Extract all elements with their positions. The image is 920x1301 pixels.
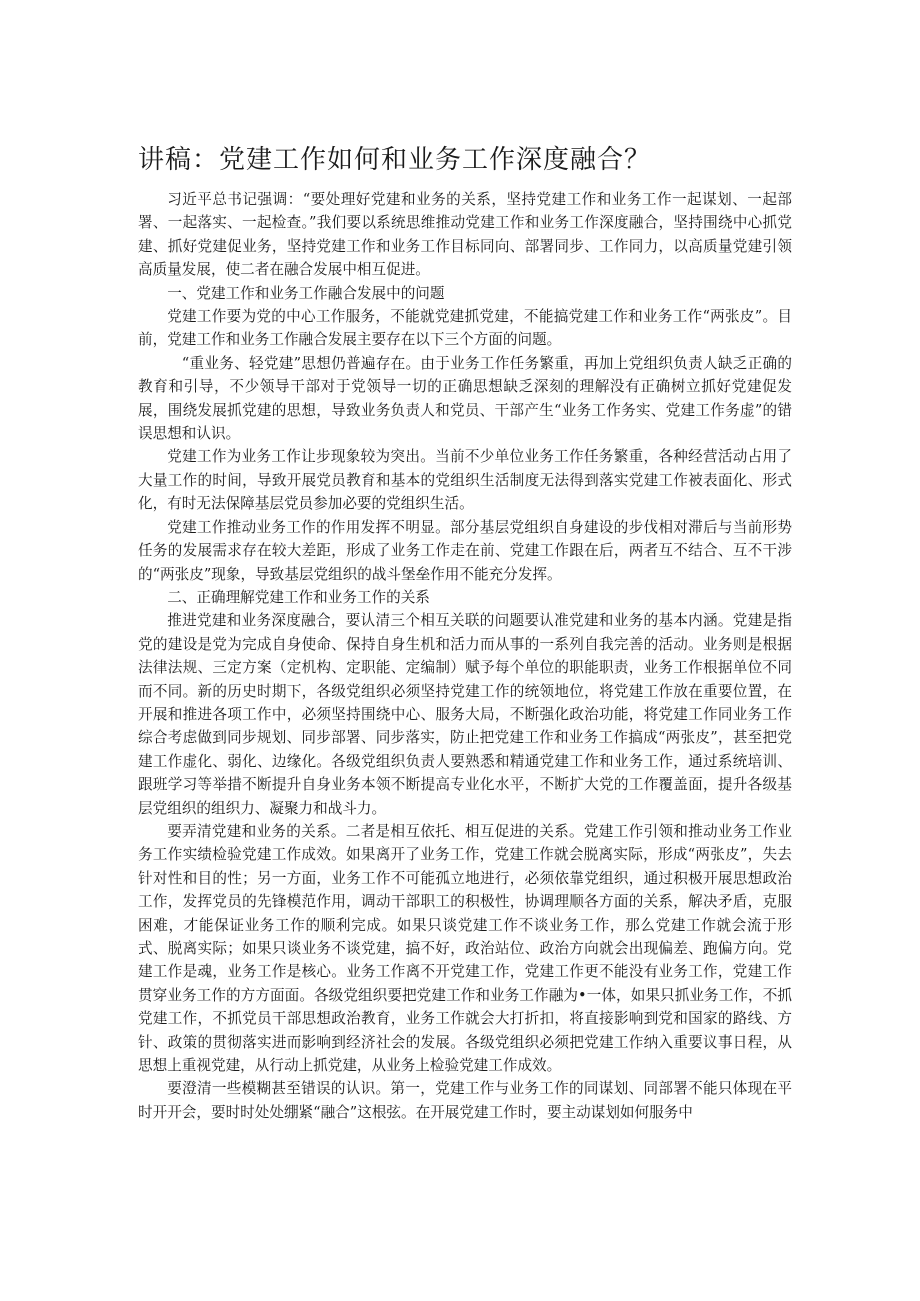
paragraph-relationship: 要弄清党建和业务的关系。二者是相互依托、相互促进的关系。党建工作引领和推动业务工作业务工作实绩检验党建工作成效。如果离开了业务工作，党建工作就会脱离实际，形成“两张皮”，失去针对性和目的性；另一方面，业务工作不可能孤立地进行，必须依靠党组织，通过积极开展思想政治工作，发挥党员的先锋模范作用，调动干部职工的积极性，协调理顺各方面的关系，解决矛盾，克服困难，才能保证业务工作的顺利完成。如果只谈党建工作不谈业务工作，那么党建工作就会流于形式、脱离实际；如果只谈业务不谈党建，搞不好，政治站位、政治方向就会出现偏差、跑偏方向。党建工作是魂，业务工作是核心。业务工作离不开党建工作，党建工作更不能没有业务工作，党建工作贯穿业务工作的方方面面。各级党组织要把党建工作和业务工作融为•一体，如果只抓业务工作，不抓党建工作，不抓党员干部思想政治教育，业务工作就会大打折扣，将直接影响到党和国家的路线、方针、政策的贯彻落实进而影响到经济社会的发展。各级党组织必须把党建工作纳入重要议事日程，从思想上重视党建，从行动上抓党建，从业务上检验党建工作成效。 bbox=[138, 822, 792, 1075]
paragraph-clarify: 要澄清一些模糊甚至错误的认识。第一，党建工作与业务工作的同谋划、同部署不能只体现在平时开开会，要时时处处绷紧“融合”这根弦。在开展党建工作时，要主动谋划如何服务中 bbox=[138, 1080, 792, 1121]
document-title: 讲稿：党建工作如何和业务工作深度融合？ bbox=[138, 145, 652, 175]
section-heading-1: 一、党建工作和业务工作融合发展中的问题 bbox=[167, 284, 445, 302]
paragraph-problem-1: “重业务、轻党建”思想仍普遍存在。由于业务工作任务繁重，再加上党组织负责人缺乏正确的教育和引导，不少领导干部对于党领导一切的正确思想缺乏深刻的理解没有正确树立抓好党建促发展，围绕发展抓党建的思想，导致业务负责人和党员、干部产生“业务工作务实、党建工作务虚”的错误思想和认识。 bbox=[138, 354, 792, 443]
section-heading-2: 二、正确理解党建工作和业务工作的关系 bbox=[167, 588, 430, 606]
paragraph-intro: 习近平总书记强调：“要处理好党建和业务的关系，坚持党建工作和业务工作一起谋划、一起部署、一起落实、一起检查。”我们要以系统思维推动党建工作和业务工作深度融合，坚持围绕中心抓党建、抓好党建促业务，坚持党建工作和业务工作目标同向、部署同步、工作同力，以高质量党建引领高质量发展，使二者在融合发展中相互促进。 bbox=[138, 191, 792, 279]
paragraph-problems-intro: 党建工作要为党的中心工作服务，不能就党建抓党建，不能搞党建工作和业务工作“两张皮”。目前，党建工作和业务工作融合发展主要存在以下三个方面的问题。 bbox=[138, 308, 792, 349]
document-page bbox=[138, 140, 792, 1124]
paragraph-connotation: 推进党建和业务深度融合，要认清三个相互关联的问题要认准党建和业务的基本内涵。党建是指党的建设是党为完成自身使命、保持自身生机和活力而从事的一系列自我完善的活动。业务则是根据法律法规、三定方案（定机构、定职能、定编制）赋予每个单位的职能职责，业务工作根据单位不同而不同。新的历史时期下，各级党组织必须坚持党建工作的统领地位，将党建工作放在重要位置，在开展和推进各项工作中，必须坚持围绕中心、服务大局，不断强化政治功能，将党建工作同业务工作综合考虑做到同步规划、同步部署、同步落实，防止把党建工作和业务工作搞成“两张皮”，甚至把党建工作虚化、弱化、边缘化。各级党组织负责人要熟悉和精通党建工作和业务工作，通过系统培训、跟班学习等举措不断提升自身业务本领不断提高专业化水平，不断扩大党的工作覆盖面，提升各级基层党组织的组织力、凝聚力和战斗力。 bbox=[138, 612, 792, 817]
paragraph-problem-3: 党建工作推动业务工作的作用发挥不明显。部分基层党组织自身建设的步伐相对滞后与当前形势任务的发展需求存在较大差距，形成了业务工作走在前、党建工作跟在后，两者互不结合、互不干涉的“两张皮”现象，导致基层党组织的战斗堡垒作用不能充分发挥。 bbox=[138, 518, 792, 583]
paragraph-problem-2: 党建工作为业务工作让步现象较为突出。当前不少单位业务工作任务繁重，各种经营活动占用了大量工作的时间，导致开展党员教育和基本的党组织生活制度无法得到落实党建工作被表面化、形式化，有时无法保障基层党员参加必要的党组织生活。 bbox=[138, 448, 792, 513]
